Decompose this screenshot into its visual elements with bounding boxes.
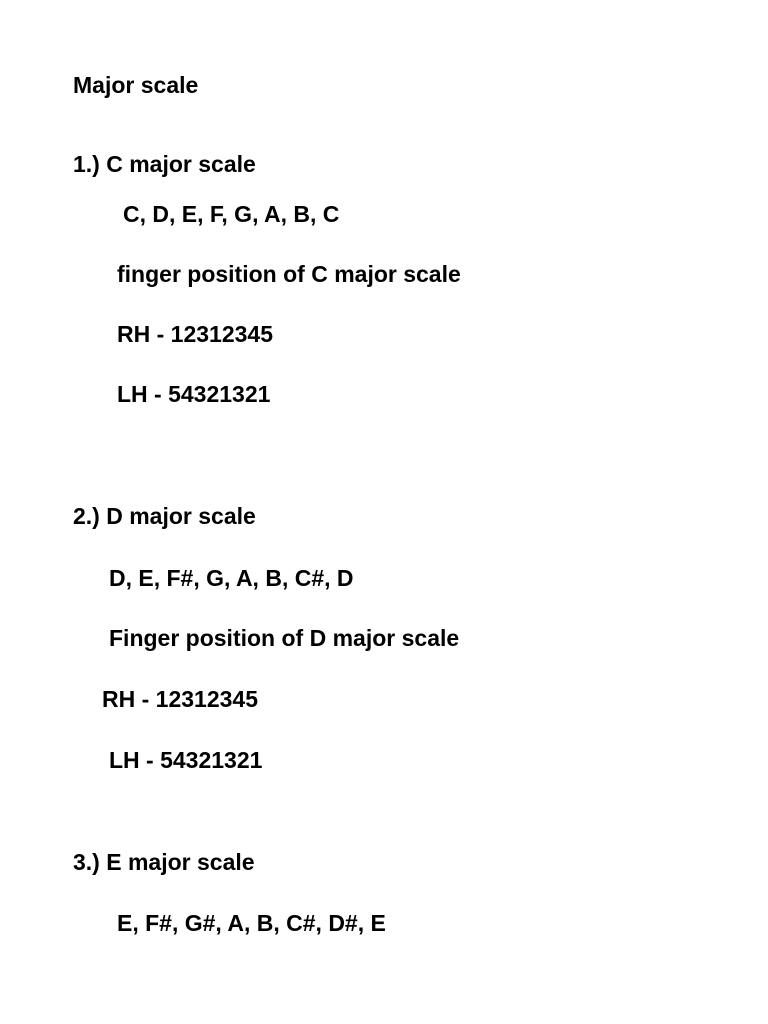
section-heading: 3.) E major scale	[73, 849, 255, 875]
section-heading: 1.) C major scale	[73, 151, 256, 177]
finger-position-label: Finger position of D major scale	[109, 625, 460, 651]
page-title: Major scale	[73, 72, 199, 98]
left-hand-fingering: LH - 54321321	[117, 381, 271, 407]
section-heading: 2.) D major scale	[73, 503, 256, 529]
scale-notes: C, D, E, F, G, A, B, C	[123, 201, 340, 227]
scale-notes: E, F#, G#, A, B, C#, D#, E	[117, 910, 386, 936]
finger-position-label: finger position of C major scale	[117, 261, 461, 287]
right-hand-fingering: RH - 12312345	[102, 686, 258, 712]
right-hand-fingering: RH - 12312345	[117, 321, 273, 347]
scale-notes: D, E, F#, G, A, B, C#, D	[109, 565, 354, 591]
left-hand-fingering: LH - 54321321	[109, 747, 263, 773]
